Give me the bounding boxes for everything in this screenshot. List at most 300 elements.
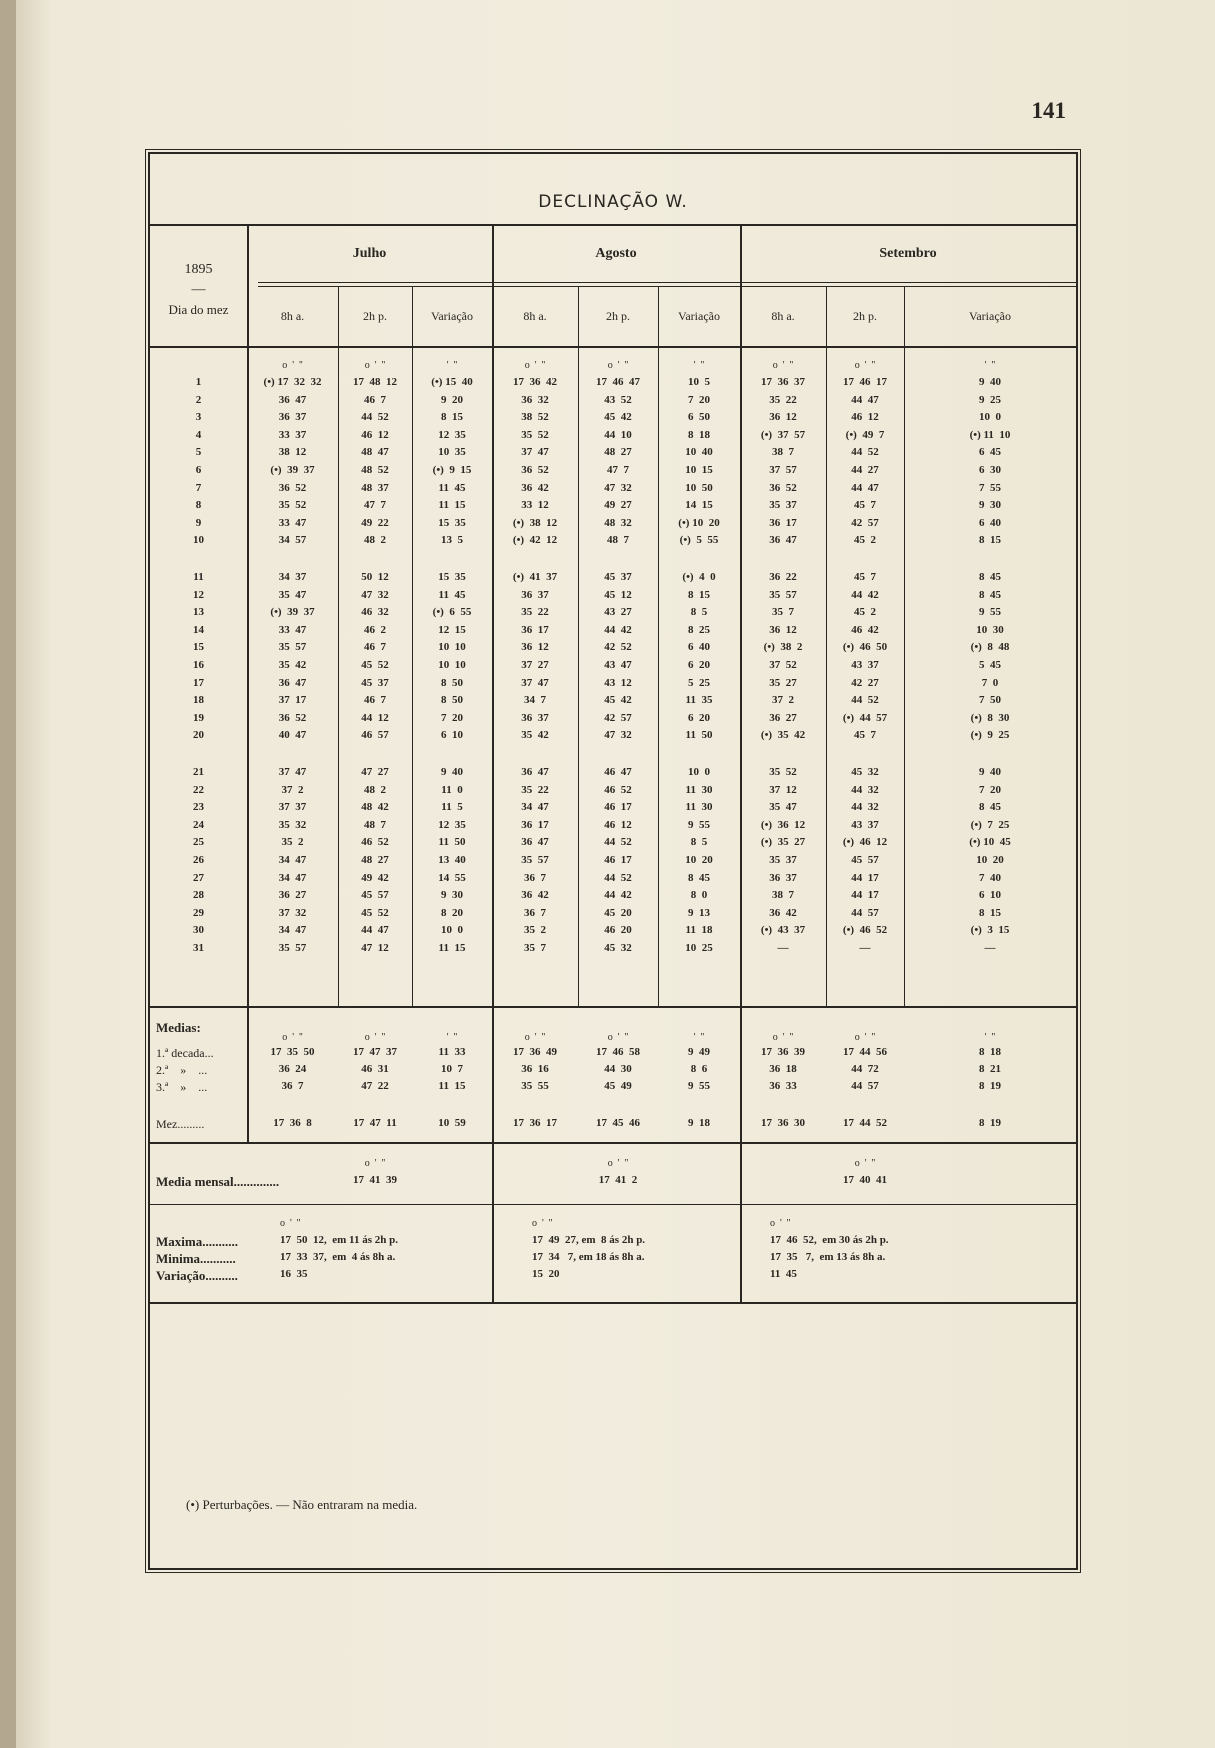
table-cell: 9 40 xyxy=(979,766,1001,778)
table-cell: 11 50 xyxy=(685,729,713,742)
table-cell: 10 30 xyxy=(976,623,1004,636)
unit-marks: o ' '' xyxy=(280,1218,301,1229)
unit-marks: o ' '' xyxy=(772,360,794,371)
table-cell: 42 27 xyxy=(851,676,879,689)
day-number: 1 xyxy=(195,376,202,388)
table-cell: 38 7 xyxy=(772,889,794,902)
table-cell: 34 7 xyxy=(524,694,546,707)
medias-cell: 17 47 37 xyxy=(353,1046,397,1058)
extreme-value: 17 34 7, em 18 ás 8h a. xyxy=(532,1251,645,1263)
table-cell: 33 47 xyxy=(278,516,307,529)
table-cell: 12 15 xyxy=(438,623,466,636)
table-cell: (•) 38 12 xyxy=(512,516,558,529)
unit-marks: o ' '' xyxy=(854,1032,876,1043)
table-cell: 33 12 xyxy=(521,499,549,512)
day-number: 10 xyxy=(193,534,204,547)
table-cell: 10 0 xyxy=(688,766,710,778)
table-cell: 37 2 xyxy=(772,694,794,707)
day-number: 4 xyxy=(195,428,202,441)
table-cell: 44 32 xyxy=(851,783,879,796)
table-cell: 33 37 xyxy=(278,428,307,441)
table-cell: 17 46 47 xyxy=(596,376,640,388)
table-cell: 45 7 xyxy=(854,729,876,742)
day-number: 20 xyxy=(193,729,204,742)
day-number: 11 xyxy=(193,571,204,583)
table-cell: 48 27 xyxy=(604,446,632,459)
table-cell: 36 37 xyxy=(769,871,797,884)
day-number: 18 xyxy=(193,694,204,707)
month-header-setembro: Setembro xyxy=(879,246,937,261)
day-number: 16 xyxy=(193,659,204,671)
extreme-value: 15 20 xyxy=(532,1268,560,1280)
table-cell: 46 42 xyxy=(851,623,879,636)
unit-marks: o ' '' xyxy=(854,1158,876,1169)
table-cell: 8 45 xyxy=(979,571,1001,583)
table-cell: 12 35 xyxy=(438,818,466,831)
table-cell: 8 5 xyxy=(690,606,708,619)
rule-months-2 xyxy=(258,286,1076,287)
medias-cell: 44 30 xyxy=(604,1063,632,1075)
table-cell: 9 13 xyxy=(688,906,710,919)
table-cell: 11 15 xyxy=(438,499,466,512)
medias-cell: 17 46 58 xyxy=(596,1046,640,1058)
table-cell: 45 37 xyxy=(361,676,389,689)
day-number: 7 xyxy=(195,481,202,494)
table-cell: 10 20 xyxy=(976,854,1004,866)
medias-cell: 17 44 52 xyxy=(843,1117,887,1129)
table-cell: (•) 38 2 xyxy=(763,641,803,654)
table-cell: (•) 3 15 xyxy=(970,924,1010,937)
table-cell: 42 57 xyxy=(851,516,879,529)
table-cell: 8 45 xyxy=(979,801,1001,814)
table-cell: 48 7 xyxy=(364,818,386,831)
table-cell: 46 20 xyxy=(604,924,632,937)
subcolumn-header: Variação xyxy=(969,309,1011,323)
media-mensal-value: 17 41 2 xyxy=(598,1174,638,1186)
table-cell: 45 2 xyxy=(854,534,876,547)
medias-cell: 44 72 xyxy=(851,1063,879,1075)
medias-cell: 17 36 39 xyxy=(761,1046,805,1058)
unit-marks: o ' '' xyxy=(607,360,629,371)
extreme-value: 17 33 37, em 4 ás 8h a. xyxy=(280,1251,396,1263)
table-cell: 17 36 42 xyxy=(513,376,557,388)
table-cell: 11 15 xyxy=(438,942,466,954)
table-cell: (•) 4 0 xyxy=(682,571,716,583)
table-cell: 35 57 xyxy=(521,854,549,866)
table-cell: 35 37 xyxy=(769,499,797,512)
table-cell: 7 20 xyxy=(688,393,710,406)
table-cell: 36 52 xyxy=(278,711,307,724)
table-cell: 10 40 xyxy=(685,446,713,459)
table-cell: 35 42 xyxy=(278,659,307,671)
table-cell: 47 32 xyxy=(604,729,632,742)
table-cell: 36 17 xyxy=(769,516,797,529)
table-cell: 36 47 xyxy=(278,393,307,406)
medias-cell: 44 57 xyxy=(851,1080,879,1092)
table-cell: 36 37 xyxy=(278,411,307,424)
table-cell: 45 2 xyxy=(854,606,876,619)
table-cell: 37 17 xyxy=(278,694,307,707)
table-cell: 44 17 xyxy=(851,871,879,884)
medias-row-label: 2.ª » ... xyxy=(156,1063,208,1077)
day-number: 30 xyxy=(193,924,204,937)
table-cell: 12 35 xyxy=(438,428,466,441)
medias-cell: 8 19 xyxy=(979,1080,1001,1092)
table-cell: 6 30 xyxy=(979,464,1001,476)
table-cell: 8 5 xyxy=(690,836,708,849)
table-cell: 8 20 xyxy=(441,906,463,919)
table-cell: (•) 11 10 xyxy=(969,428,1011,441)
day-number: 31 xyxy=(193,942,204,954)
table-cell: 36 12 xyxy=(769,411,797,424)
table-cell: 47 7 xyxy=(364,499,386,512)
table-cell: 36 47 xyxy=(521,766,549,778)
medias-cell: 17 36 30 xyxy=(761,1117,805,1129)
table-cell: (•) 43 37 xyxy=(760,924,806,937)
table-cell: 44 52 xyxy=(604,836,632,849)
extreme-label: Maxima........... xyxy=(156,1234,238,1249)
table-cell: 40 47 xyxy=(278,729,307,742)
unit-marks: o ' '' xyxy=(607,1032,629,1043)
table-cell: 35 52 xyxy=(521,428,549,441)
table-cell: (•) 46 12 xyxy=(842,836,888,849)
table-cell: 10 20 xyxy=(685,854,713,866)
table-cell: 45 20 xyxy=(604,906,632,919)
table-cell: (•) 39 37 xyxy=(270,464,315,476)
table-cell: 10 0 xyxy=(441,924,463,937)
table-cell: 48 52 xyxy=(361,464,389,476)
table-cell: 44 17 xyxy=(851,889,879,902)
subcolumn-header: 2h p. xyxy=(363,309,387,323)
table-cell: 35 57 xyxy=(769,588,797,601)
table-cell: 8 15 xyxy=(441,411,463,424)
table-cell: 17 46 17 xyxy=(843,376,887,388)
table-cell: 36 37 xyxy=(521,711,549,724)
table-cell: 48 27 xyxy=(361,854,389,866)
month-header-julho: Julho xyxy=(352,246,387,261)
table-cell: 44 42 xyxy=(851,588,879,601)
table-frame xyxy=(148,152,1078,1570)
medias-cell: 17 47 11 xyxy=(353,1117,397,1129)
medias-cell: 17 36 49 xyxy=(513,1046,557,1058)
table-cell: 47 32 xyxy=(604,481,632,494)
table-cell: 46 7 xyxy=(364,641,386,654)
unit-marks: o ' '' xyxy=(524,1032,546,1043)
table-cell: 34 47 xyxy=(278,924,307,937)
table-cell: 35 22 xyxy=(521,783,549,796)
table-cell: 38 12 xyxy=(278,446,307,459)
table-cell: 48 37 xyxy=(361,481,389,494)
table-cell: 44 52 xyxy=(361,411,389,424)
subcolumn-header: 2h p. xyxy=(606,309,630,323)
medias-cell: 8 19 xyxy=(979,1117,1001,1129)
table-cell: 8 15 xyxy=(688,588,710,601)
day-number: 12 xyxy=(193,588,204,601)
table-cell: 46 7 xyxy=(364,694,386,707)
table-cell: (•) 35 27 xyxy=(760,836,806,849)
medias-cell: 17 45 46 xyxy=(596,1117,640,1129)
footnote: (•) Perturbações. — Não entraram na media. xyxy=(186,1497,418,1512)
table-cell: 45 52 xyxy=(361,906,389,919)
medias-cell: 36 24 xyxy=(278,1063,307,1075)
extreme-label: Minima........... xyxy=(156,1251,236,1266)
table-cell: 11 45 xyxy=(438,481,466,494)
table-cell: (•) 9 15 xyxy=(432,464,472,476)
day-number: 2 xyxy=(195,393,202,406)
table-cell: 44 32 xyxy=(851,801,879,814)
table-cell: 7 55 xyxy=(979,481,1001,494)
table-cell: (•) 5 55 xyxy=(679,534,719,547)
table-cell: (•) 6 55 xyxy=(432,606,472,619)
day-number: 28 xyxy=(193,889,204,902)
rule-mensal-top xyxy=(150,1142,1076,1144)
table-cell: 5 25 xyxy=(688,676,710,689)
table-cell: 8 45 xyxy=(688,871,710,884)
table-cell: 35 2 xyxy=(524,924,546,937)
extreme-value: 17 49 27, em 8 ás 2h p. xyxy=(532,1234,646,1246)
day-number: 25 xyxy=(193,836,204,849)
day-number: 8 xyxy=(195,499,202,512)
unit-marks: ' '' xyxy=(446,360,458,371)
table-cell: 48 42 xyxy=(361,801,389,814)
extreme-value: 17 50 12, em 11 ás 2h p. xyxy=(280,1234,398,1246)
table-cell: (•) 10 20 xyxy=(678,516,720,529)
medias-cell: 9 55 xyxy=(688,1080,710,1092)
medias-cell: 36 33 xyxy=(769,1080,797,1092)
table-cell: 49 42 xyxy=(361,871,389,884)
extreme-value: 16 35 xyxy=(280,1268,308,1280)
table-cell: 36 17 xyxy=(521,623,549,636)
rule-extremes-top xyxy=(150,1204,1076,1205)
table-cell: 7 50 xyxy=(979,694,1001,707)
unit-marks: o ' '' xyxy=(364,360,386,371)
table-cell: 11 30 xyxy=(685,801,713,814)
table-cell: 46 12 xyxy=(604,818,632,831)
table-cell: 45 52 xyxy=(361,659,389,671)
unit-marks: o ' '' xyxy=(364,1158,386,1169)
table-cell: (•) 35 42 xyxy=(760,729,806,742)
day-number: 23 xyxy=(193,801,204,814)
table-cell: 11 30 xyxy=(685,783,713,796)
table-cell: 6 10 xyxy=(979,889,1001,902)
table-cell: 8 15 xyxy=(979,534,1001,547)
day-number: 9 xyxy=(195,516,202,529)
table-cell: 35 52 xyxy=(278,499,307,512)
unit-marks: o ' '' xyxy=(772,1032,794,1043)
table-cell: 42 52 xyxy=(604,641,632,654)
rule-under-title xyxy=(150,224,1076,226)
table-cell: 46 2 xyxy=(364,623,386,636)
table-cell: 6 45 xyxy=(979,446,1001,459)
day-number: 21 xyxy=(193,766,204,778)
table-cell: 35 37 xyxy=(769,854,797,866)
medias-cell: 36 18 xyxy=(769,1063,797,1075)
extreme-value: 17 46 52, em 30 ás 2h p. xyxy=(770,1234,889,1246)
extreme-value: 11 45 xyxy=(770,1268,797,1280)
day-number: 6 xyxy=(195,464,202,476)
table-cell: 8 25 xyxy=(688,623,710,636)
table-cell: 35 52 xyxy=(769,766,797,778)
medias-cell: 8 18 xyxy=(979,1046,1001,1058)
table-cell: 36 27 xyxy=(769,711,797,724)
table-cell: 10 5 xyxy=(688,376,710,388)
rule-medias-top xyxy=(150,1006,1076,1008)
medias-cell: 8 21 xyxy=(979,1063,1001,1075)
table-cell: 6 50 xyxy=(688,411,710,424)
medias-cell: 46 31 xyxy=(361,1063,389,1075)
table-cell: 44 57 xyxy=(851,906,879,919)
subcolumn-header: 2h p. xyxy=(853,309,877,323)
unit-marks: ' '' xyxy=(984,1032,996,1043)
table-cell: 14 55 xyxy=(438,871,466,884)
unit-marks: o ' '' xyxy=(282,360,303,371)
medias-cell: 9 49 xyxy=(688,1046,710,1058)
medias-cell: 11 33 xyxy=(438,1046,466,1058)
table-cell: — xyxy=(984,942,996,954)
table-cell: 49 27 xyxy=(604,499,632,512)
table-cell: 35 7 xyxy=(772,606,794,619)
table-cell: 11 45 xyxy=(438,588,466,601)
table-cell: 43 27 xyxy=(604,606,632,619)
table-cell: 34 47 xyxy=(278,871,307,884)
medias-row-label: 1.ª decada... xyxy=(156,1046,214,1060)
day-number: 22 xyxy=(193,783,204,796)
table-cell: 15 35 xyxy=(438,516,466,529)
table-cell: 35 47 xyxy=(278,588,307,601)
table-cell: 45 32 xyxy=(604,942,632,954)
table-cell: 36 12 xyxy=(769,623,797,636)
medias-row-label: Mez......... xyxy=(156,1117,205,1131)
table-cell: 44 52 xyxy=(851,446,879,459)
day-column-header: Dia do mez xyxy=(168,302,229,317)
table-cell: 36 47 xyxy=(769,534,797,547)
subcolumn-header: Variação xyxy=(678,309,720,323)
day-number: 19 xyxy=(193,711,204,724)
table-cell: 7 20 xyxy=(441,711,463,724)
subcolumn-header: 8h a. xyxy=(523,309,547,323)
table-cell: 46 47 xyxy=(604,766,632,778)
table-cell: 36 7 xyxy=(524,906,546,919)
table-cell: 8 15 xyxy=(979,906,1001,919)
table-cell: — xyxy=(859,942,871,954)
table-cell: 34 47 xyxy=(521,801,549,814)
medias-cell: 36 7 xyxy=(281,1080,304,1092)
table-cell: 36 12 xyxy=(521,641,549,654)
table-cell: 8 18 xyxy=(688,428,710,441)
table-cell: 37 47 xyxy=(521,446,549,459)
table-cell: 44 52 xyxy=(604,871,632,884)
table-cell: 8 45 xyxy=(979,588,1001,601)
year-label: 1895 xyxy=(184,262,213,277)
rule-months xyxy=(258,282,1076,283)
table-cell: 36 47 xyxy=(521,836,549,849)
media-mensal-value: 17 41 39 xyxy=(353,1174,397,1186)
medias-cell: 10 7 xyxy=(441,1063,463,1075)
medias-cell: 17 36 17 xyxy=(513,1117,557,1129)
table-cell: 6 40 xyxy=(979,516,1001,529)
table-cell: 6 40 xyxy=(688,641,710,654)
table-cell: 36 52 xyxy=(769,481,797,494)
table-cell: 34 57 xyxy=(278,534,307,547)
table-cell: 43 37 xyxy=(851,659,879,671)
table-cell: 6 20 xyxy=(688,659,710,671)
table-cell: 45 57 xyxy=(851,854,879,866)
table-cell: 8 50 xyxy=(441,694,463,707)
table-cell: 48 7 xyxy=(607,534,629,547)
table-cell: (•) 10 45 xyxy=(969,836,1011,849)
table-cell: 35 47 xyxy=(769,801,797,814)
table-cell: 44 47 xyxy=(851,481,879,494)
subcolumn-header: 8h a. xyxy=(771,309,795,323)
table-cell: 37 32 xyxy=(278,906,307,919)
table-cell: 9 40 xyxy=(979,376,1001,388)
table-cell: 33 47 xyxy=(278,623,307,636)
unit-marks: o ' '' xyxy=(524,360,546,371)
table-cell: 35 42 xyxy=(521,729,549,742)
table-cell: 47 7 xyxy=(607,464,629,476)
table-cell: 43 12 xyxy=(604,676,632,689)
table-cell: (•) 36 12 xyxy=(760,818,806,831)
extreme-label: Variação.......... xyxy=(156,1268,238,1283)
book-spine xyxy=(0,0,16,1748)
unit-marks: o ' '' xyxy=(364,1032,386,1043)
table-cell: 36 52 xyxy=(278,481,307,494)
table-cell: (•) 7 25 xyxy=(970,818,1010,831)
medias-cell: 9 18 xyxy=(688,1117,710,1129)
table-cell: 10 25 xyxy=(685,942,713,954)
table-cell: 34 37 xyxy=(278,571,307,583)
table-cell: 45 7 xyxy=(854,571,876,583)
table-cell: (•) 15 40 xyxy=(431,376,473,388)
table-cell: 44 12 xyxy=(361,711,389,724)
table-cell: 36 7 xyxy=(524,871,546,884)
day-number: 15 xyxy=(193,641,204,654)
table-cell: 36 32 xyxy=(521,393,549,406)
table-cell: 35 22 xyxy=(769,393,797,406)
media-mensal-value: 17 40 41 xyxy=(843,1174,887,1186)
table-cell: 48 2 xyxy=(364,534,386,547)
medias-cell: 10 59 xyxy=(438,1117,466,1129)
table-cell: 17 36 37 xyxy=(761,376,805,388)
table-cell: 9 40 xyxy=(441,766,463,778)
table-cell: 48 2 xyxy=(364,783,386,796)
table-cell: 47 27 xyxy=(361,766,389,778)
table-cell: 35 32 xyxy=(278,818,307,831)
table-cell: (•) 42 12 xyxy=(512,534,558,547)
rule-foot-top xyxy=(150,1302,1076,1304)
table-cell: (•) 41 37 xyxy=(512,571,558,583)
subcolumn-header: 8h a. xyxy=(280,309,305,323)
table-cell: 8 50 xyxy=(441,676,463,689)
table-cell: 46 17 xyxy=(604,801,632,814)
table-cell: 37 57 xyxy=(769,464,797,476)
page-number: 141 xyxy=(1031,98,1066,123)
table-cell: 43 47 xyxy=(604,659,632,671)
table-cell: 43 37 xyxy=(851,818,879,831)
table-cell: 45 57 xyxy=(361,889,389,902)
table-cell: 46 57 xyxy=(361,729,389,742)
table-cell: (•) 17 32 32 xyxy=(263,376,322,388)
table-cell: 36 27 xyxy=(278,889,307,902)
table-title: DECLINAÇÃO W. xyxy=(538,192,688,212)
table-cell: 9 30 xyxy=(979,499,1001,512)
table-cell: 14 15 xyxy=(685,499,713,512)
table-cell: 44 27 xyxy=(851,464,879,476)
table-cell: (•) 39 37 xyxy=(270,606,315,619)
table-cell: 37 27 xyxy=(521,659,549,671)
unit-marks: o ' '' xyxy=(532,1218,553,1229)
table-cell: 35 57 xyxy=(278,942,307,954)
